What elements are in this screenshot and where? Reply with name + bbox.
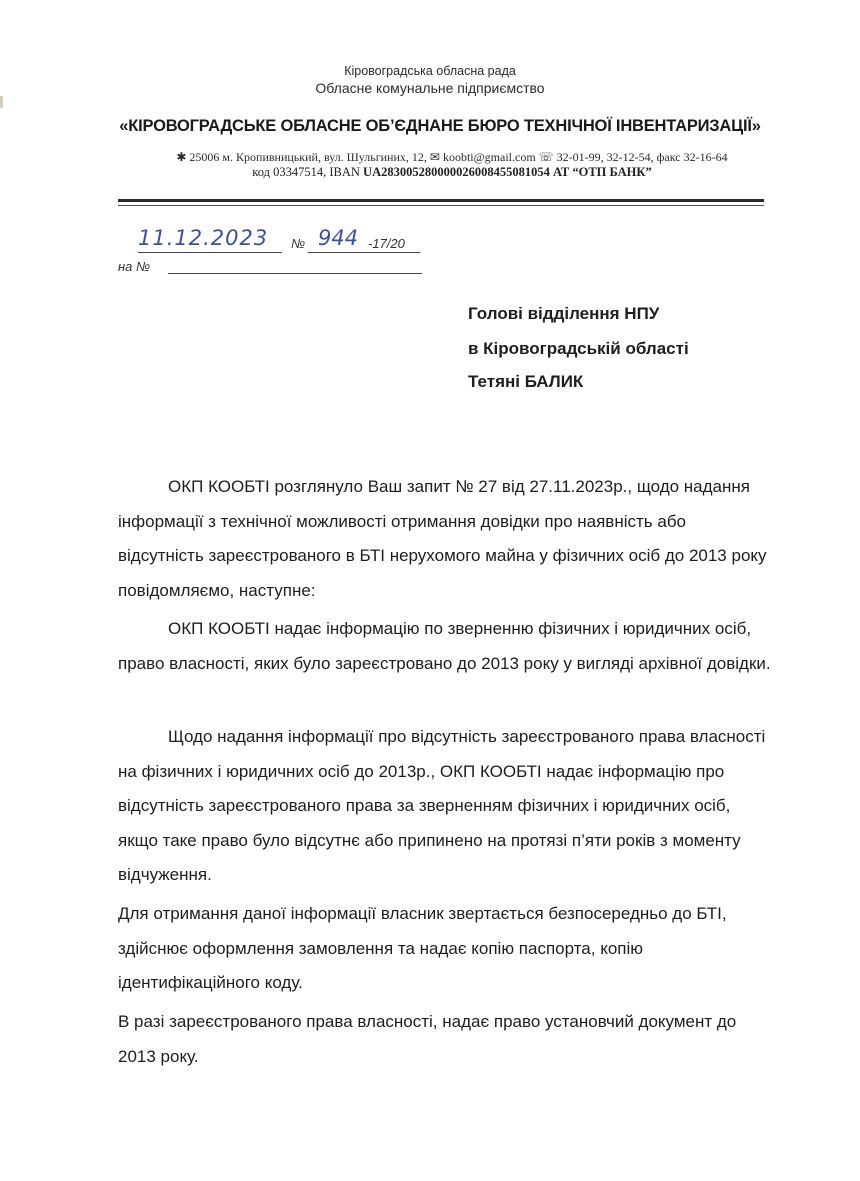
body-paragraph-3: Щодо надання інформації про відсутність зареєстрованого права власності на фізичних і юридичних осіб до 2013р., ОКП КООБТІ надає інформацію про відсутність зареєстрованого права за зверненням фізичних і юридичних осіб, якщо таке право було відсутнє або припинено на протязі п’яти років з моменту відчуження. (118, 727, 766, 884)
reply-to-underline (168, 273, 422, 274)
registration-number: 944 (318, 226, 359, 250)
addressee-line-1: Голові відділення НПУ (468, 304, 660, 323)
council-name: Кіровоградська обласна рада (344, 64, 516, 78)
enterprise-type: Обласне комунальне підприємство (315, 80, 545, 96)
registration-date: 11.12.2023 (138, 226, 269, 250)
iban-bank: UA283005280000026008455081054 АТ “ОТП БАНК” (363, 165, 652, 179)
addressee-line-2: в Кіровоградській області (468, 339, 689, 358)
bank-details-line (22, 165, 860, 180)
body-paragraph-2: ОКП КООБТІ надає інформацію по зверненню фізичних і юридичних осіб, право власності, яких було зареєстровано до 2013 року у вигляді архівної довідки. (118, 619, 771, 673)
letterhead-divider-thin (118, 205, 764, 206)
reply-to-label: на № (118, 259, 151, 274)
letterhead-divider-thick (118, 199, 764, 202)
body-paragraph-5: В разі зареєстрованого права власності, надає право установчий документ до 2013 року. (118, 1012, 737, 1066)
number-underline (308, 252, 420, 253)
number-suffix: -17/20 (368, 236, 405, 251)
scan-artifact (0, 96, 3, 108)
date-underline (138, 252, 282, 253)
body-paragraph-4: Для отримання даної інформації власник звертається безпосередньо до БТІ, здійснює оформлення замовлення та надає копію паспорта, копію ідентифікаційного коду. (118, 904, 727, 992)
addressee-line-3: Тетяні БАЛИК (468, 372, 584, 391)
number-sign: № (291, 236, 306, 251)
body-paragraph-1: ОКП КООБТІ розглянуло Ваш запит № 27 від 27.11.2023р., щодо надання інформації з технічної можливості отримання довідки про наявність або відсутність зареєстрованого в БТІ нерухомого майна у фізичних осіб до 2013 року повідомляємо, наступне: (118, 477, 767, 600)
code-prefix: код 03347514, IBAN (252, 165, 360, 179)
contacts-line: ✱ 25006 м. Кропивницький, вул. Шульгиних, 12, ✉ koobti@gmail.com ☏ 32-01-99, 32-12-54, факс 32-16-64 (176, 150, 728, 164)
organization-name: «КІРОВОГРАДСЬКЕ ОБЛАСНЕ ОБ’ЄДНАНЕ БЮРО ТЕХНІЧНОЇ ІНВЕНТАРИЗАЦІЇ» (119, 117, 761, 135)
